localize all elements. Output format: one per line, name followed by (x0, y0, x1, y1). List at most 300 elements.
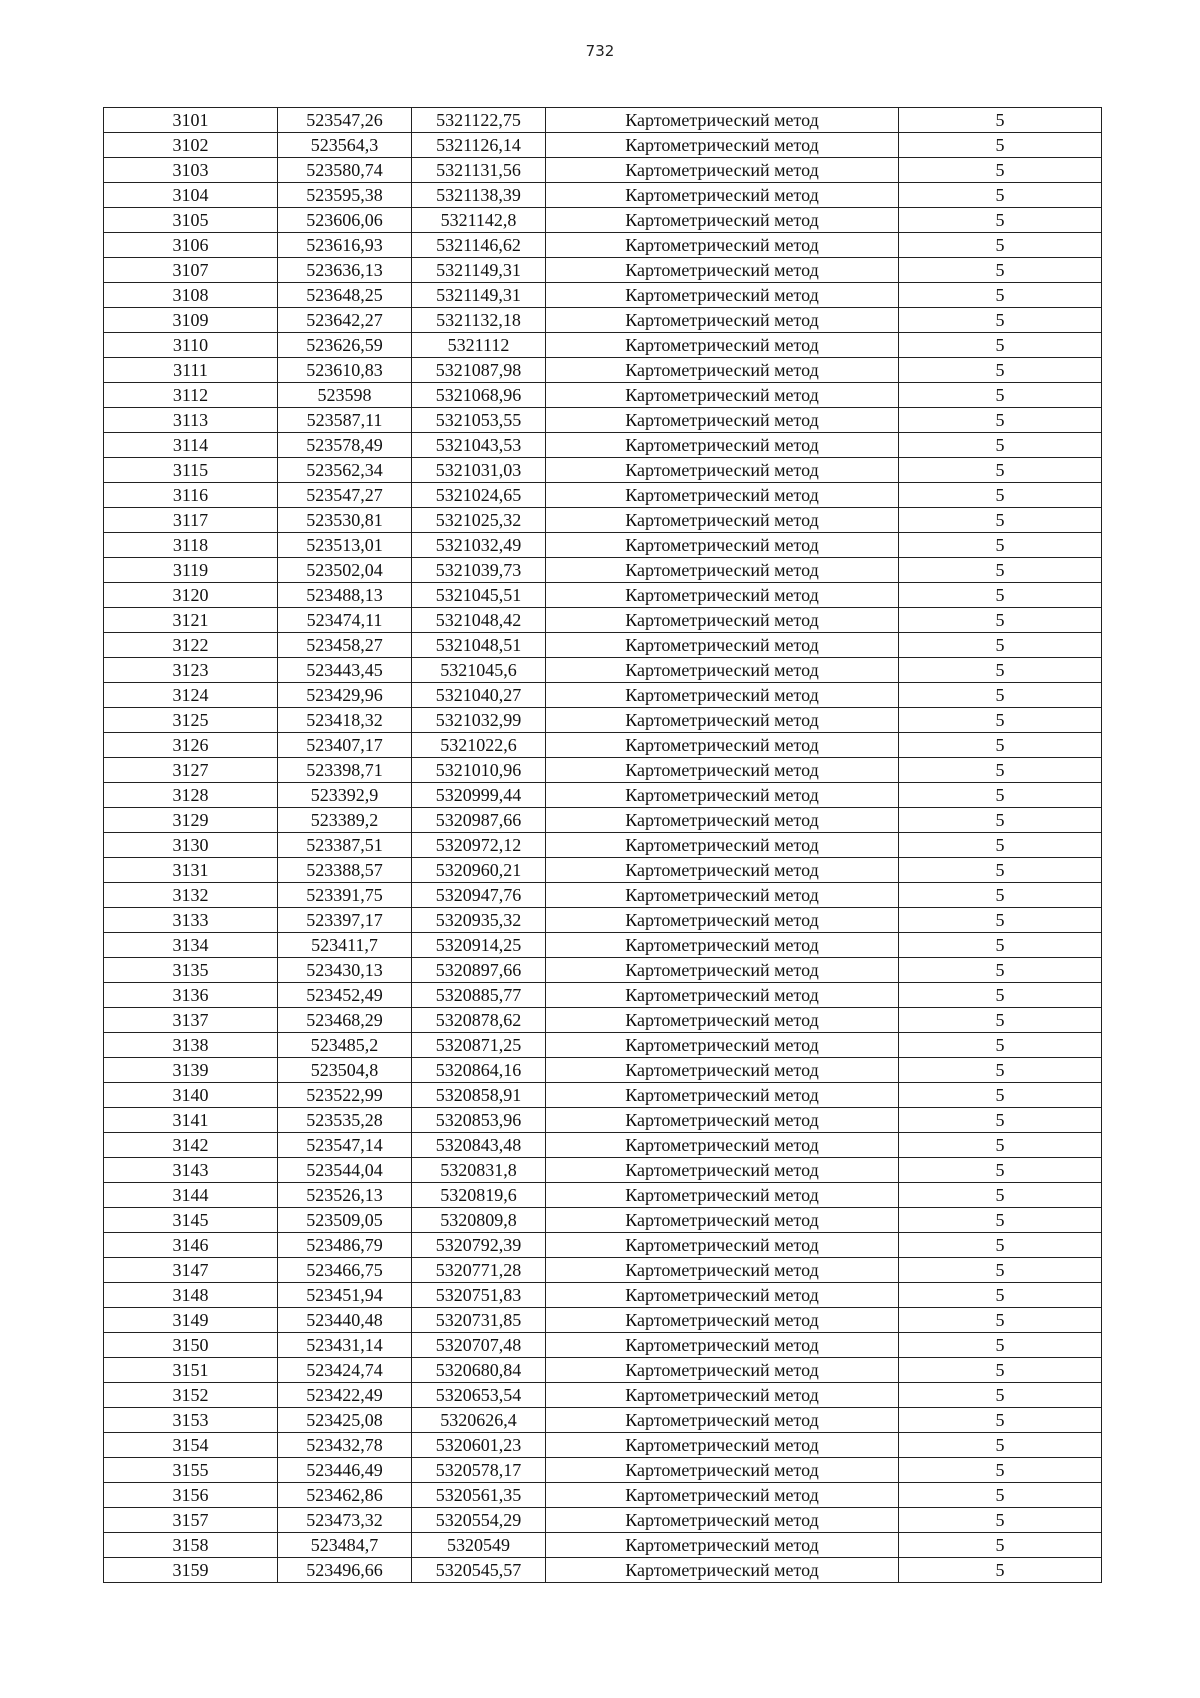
y-coordinate-cell: 5320987,66 (412, 808, 546, 833)
y-coordinate-cell: 5320809,8 (412, 1208, 546, 1233)
accuracy-cell: 5 (899, 958, 1102, 983)
point-number-cell: 3114 (104, 433, 278, 458)
y-coordinate-cell: 5321149,31 (412, 258, 546, 283)
method-cell: Картометрический метод (546, 1133, 899, 1158)
x-coordinate-cell: 523513,01 (278, 533, 412, 558)
coordinates-table-body (104, 108, 1102, 1583)
y-coordinate-cell: 5320549 (412, 1533, 546, 1558)
method-cell: Картометрический метод (546, 208, 899, 233)
y-coordinate-cell: 5320885,77 (412, 983, 546, 1008)
point-number-cell: 3103 (104, 158, 278, 183)
x-coordinate-cell: 523544,04 (278, 1158, 412, 1183)
point-number-cell: 3101 (104, 108, 278, 133)
point-number-cell: 3139 (104, 1058, 278, 1083)
table-row (104, 158, 1102, 183)
table-row (104, 258, 1102, 283)
x-coordinate-cell: 523626,59 (278, 333, 412, 358)
y-coordinate-cell: 5320914,25 (412, 933, 546, 958)
x-coordinate-cell: 523418,32 (278, 708, 412, 733)
y-coordinate-cell: 5320831,8 (412, 1158, 546, 1183)
method-cell: Картометрический метод (546, 433, 899, 458)
y-coordinate-cell: 5321112 (412, 333, 546, 358)
table-row (104, 633, 1102, 658)
table-row (104, 133, 1102, 158)
point-number-cell: 3129 (104, 808, 278, 833)
method-cell: Картометрический метод (546, 1208, 899, 1233)
y-coordinate-cell: 5321048,42 (412, 608, 546, 633)
x-coordinate-cell: 523466,75 (278, 1258, 412, 1283)
y-coordinate-cell: 5321142,8 (412, 208, 546, 233)
accuracy-cell: 5 (899, 158, 1102, 183)
x-coordinate-cell: 523451,94 (278, 1283, 412, 1308)
accuracy-cell: 5 (899, 883, 1102, 908)
method-cell: Картометрический метод (546, 1533, 899, 1558)
point-number-cell: 3117 (104, 508, 278, 533)
accuracy-cell: 5 (899, 933, 1102, 958)
method-cell: Картометрический метод (546, 733, 899, 758)
method-cell: Картометрический метод (546, 783, 899, 808)
table-row (104, 383, 1102, 408)
accuracy-cell: 5 (899, 408, 1102, 433)
point-number-cell: 3155 (104, 1458, 278, 1483)
method-cell: Картометрический метод (546, 608, 899, 633)
accuracy-cell: 5 (899, 108, 1102, 133)
table-row (104, 233, 1102, 258)
accuracy-cell: 5 (899, 333, 1102, 358)
method-cell: Картометрический метод (546, 458, 899, 483)
accuracy-cell: 5 (899, 583, 1102, 608)
table-row (104, 808, 1102, 833)
y-coordinate-cell: 5321043,53 (412, 433, 546, 458)
y-coordinate-cell: 5321126,14 (412, 133, 546, 158)
method-cell: Картометрический метод (546, 308, 899, 333)
x-coordinate-cell: 523425,08 (278, 1408, 412, 1433)
point-number-cell: 3143 (104, 1158, 278, 1183)
table-row (104, 1458, 1102, 1483)
x-coordinate-cell: 523616,93 (278, 233, 412, 258)
table-row (104, 708, 1102, 733)
x-coordinate-cell: 523522,99 (278, 1083, 412, 1108)
table-row (104, 1383, 1102, 1408)
accuracy-cell: 5 (899, 1433, 1102, 1458)
method-cell: Картометрический метод (546, 958, 899, 983)
point-number-cell: 3137 (104, 1008, 278, 1033)
point-number-cell: 3111 (104, 358, 278, 383)
method-cell: Картометрический метод (546, 708, 899, 733)
accuracy-cell: 5 (899, 683, 1102, 708)
accuracy-cell: 5 (899, 358, 1102, 383)
table-row (104, 1133, 1102, 1158)
point-number-cell: 3127 (104, 758, 278, 783)
accuracy-cell: 5 (899, 1108, 1102, 1133)
y-coordinate-cell: 5321039,73 (412, 558, 546, 583)
table-row (104, 1358, 1102, 1383)
accuracy-cell: 5 (899, 1008, 1102, 1033)
method-cell: Картометрический метод (546, 1458, 899, 1483)
accuracy-cell: 5 (899, 1058, 1102, 1083)
table-row (104, 1283, 1102, 1308)
accuracy-cell: 5 (899, 858, 1102, 883)
table-row (104, 1433, 1102, 1458)
accuracy-cell: 5 (899, 658, 1102, 683)
table-row (104, 958, 1102, 983)
point-number-cell: 3140 (104, 1083, 278, 1108)
point-number-cell: 3106 (104, 233, 278, 258)
x-coordinate-cell: 523387,51 (278, 833, 412, 858)
x-coordinate-cell: 523468,29 (278, 1008, 412, 1033)
method-cell: Картометрический метод (546, 658, 899, 683)
accuracy-cell: 5 (899, 1158, 1102, 1183)
point-number-cell: 3121 (104, 608, 278, 633)
x-coordinate-cell: 523397,17 (278, 908, 412, 933)
page-number: 732 (585, 42, 615, 60)
method-cell: Картометрический метод (546, 683, 899, 708)
accuracy-cell: 5 (899, 708, 1102, 733)
accuracy-cell: 5 (899, 458, 1102, 483)
point-number-cell: 3118 (104, 533, 278, 558)
point-number-cell: 3158 (104, 1533, 278, 1558)
accuracy-cell: 5 (899, 308, 1102, 333)
accuracy-cell: 5 (899, 733, 1102, 758)
point-number-cell: 3144 (104, 1183, 278, 1208)
accuracy-cell: 5 (899, 808, 1102, 833)
point-number-cell: 3109 (104, 308, 278, 333)
y-coordinate-cell: 5320601,23 (412, 1433, 546, 1458)
y-coordinate-cell: 5320871,25 (412, 1033, 546, 1058)
table-row (104, 908, 1102, 933)
accuracy-cell: 5 (899, 508, 1102, 533)
table-row (104, 533, 1102, 558)
table-row (104, 1508, 1102, 1533)
y-coordinate-cell: 5321068,96 (412, 383, 546, 408)
accuracy-cell: 5 (899, 233, 1102, 258)
y-coordinate-cell: 5321022,6 (412, 733, 546, 758)
method-cell: Картометрический метод (546, 1033, 899, 1058)
x-coordinate-cell: 523610,83 (278, 358, 412, 383)
point-number-cell: 3107 (104, 258, 278, 283)
method-cell: Картометрический метод (546, 1058, 899, 1083)
point-number-cell: 3148 (104, 1283, 278, 1308)
accuracy-cell: 5 (899, 558, 1102, 583)
x-coordinate-cell: 523504,8 (278, 1058, 412, 1083)
method-cell: Картометрический метод (546, 383, 899, 408)
method-cell: Картометрический метод (546, 358, 899, 383)
accuracy-cell: 5 (899, 1358, 1102, 1383)
method-cell: Картометрический метод (546, 883, 899, 908)
table-row (104, 1183, 1102, 1208)
y-coordinate-cell: 5321045,51 (412, 583, 546, 608)
y-coordinate-cell: 5320554,29 (412, 1508, 546, 1533)
accuracy-cell: 5 (899, 1033, 1102, 1058)
method-cell: Картометрический метод (546, 1358, 899, 1383)
method-cell: Картометрический метод (546, 1333, 899, 1358)
accuracy-cell: 5 (899, 433, 1102, 458)
method-cell: Картометрический метод (546, 758, 899, 783)
accuracy-cell: 5 (899, 1483, 1102, 1508)
method-cell: Картометрический метод (546, 283, 899, 308)
x-coordinate-cell: 523530,81 (278, 508, 412, 533)
point-number-cell: 3105 (104, 208, 278, 233)
method-cell: Картометрический метод (546, 933, 899, 958)
method-cell: Картометрический метод (546, 108, 899, 133)
y-coordinate-cell: 5320960,21 (412, 858, 546, 883)
table-row (104, 1558, 1102, 1583)
accuracy-cell: 5 (899, 1533, 1102, 1558)
point-number-cell: 3108 (104, 283, 278, 308)
x-coordinate-cell: 523547,14 (278, 1133, 412, 1158)
accuracy-cell: 5 (899, 783, 1102, 808)
point-number-cell: 3157 (104, 1508, 278, 1533)
table-row (104, 1108, 1102, 1133)
method-cell: Картометрический метод (546, 983, 899, 1008)
point-number-cell: 3154 (104, 1433, 278, 1458)
method-cell: Картометрический метод (546, 1258, 899, 1283)
method-cell: Картометрический метод (546, 508, 899, 533)
method-cell: Картометрический метод (546, 858, 899, 883)
x-coordinate-cell: 523598 (278, 383, 412, 408)
table-row (104, 1208, 1102, 1233)
method-cell: Картометрический метод (546, 583, 899, 608)
y-coordinate-cell: 5320731,85 (412, 1308, 546, 1333)
point-number-cell: 3159 (104, 1558, 278, 1583)
table-row (104, 508, 1102, 533)
y-coordinate-cell: 5320578,17 (412, 1458, 546, 1483)
y-coordinate-cell: 5321149,31 (412, 283, 546, 308)
point-number-cell: 3130 (104, 833, 278, 858)
table-row (104, 283, 1102, 308)
y-coordinate-cell: 5321131,56 (412, 158, 546, 183)
x-coordinate-cell: 523411,7 (278, 933, 412, 958)
y-coordinate-cell: 5320999,44 (412, 783, 546, 808)
table-row (104, 1233, 1102, 1258)
y-coordinate-cell: 5320935,32 (412, 908, 546, 933)
method-cell: Картометрический метод (546, 333, 899, 358)
table-row (104, 1083, 1102, 1108)
x-coordinate-cell: 523595,38 (278, 183, 412, 208)
method-cell: Картометрический метод (546, 1483, 899, 1508)
method-cell: Картометрический метод (546, 1158, 899, 1183)
table-row (104, 608, 1102, 633)
x-coordinate-cell: 523422,49 (278, 1383, 412, 1408)
point-number-cell: 3151 (104, 1358, 278, 1383)
y-coordinate-cell: 5321138,39 (412, 183, 546, 208)
accuracy-cell: 5 (899, 1333, 1102, 1358)
x-coordinate-cell: 523458,27 (278, 633, 412, 658)
method-cell: Картометрический метод (546, 408, 899, 433)
point-number-cell: 3133 (104, 908, 278, 933)
point-number-cell: 3135 (104, 958, 278, 983)
y-coordinate-cell: 5321010,96 (412, 758, 546, 783)
accuracy-cell: 5 (899, 1133, 1102, 1158)
x-coordinate-cell: 523388,57 (278, 858, 412, 883)
table-row (104, 1533, 1102, 1558)
point-number-cell: 3132 (104, 883, 278, 908)
y-coordinate-cell: 5320864,16 (412, 1058, 546, 1083)
accuracy-cell: 5 (899, 258, 1102, 283)
table-row (104, 1408, 1102, 1433)
table-row (104, 208, 1102, 233)
method-cell: Картометрический метод (546, 1408, 899, 1433)
point-number-cell: 3142 (104, 1133, 278, 1158)
method-cell: Картометрический метод (546, 1283, 899, 1308)
accuracy-cell: 5 (899, 908, 1102, 933)
y-coordinate-cell: 5320972,12 (412, 833, 546, 858)
point-number-cell: 3113 (104, 408, 278, 433)
x-coordinate-cell: 523535,28 (278, 1108, 412, 1133)
point-number-cell: 3116 (104, 483, 278, 508)
table-row (104, 358, 1102, 383)
x-coordinate-cell: 523486,79 (278, 1233, 412, 1258)
point-number-cell: 3110 (104, 333, 278, 358)
table-row (104, 183, 1102, 208)
y-coordinate-cell: 5320680,84 (412, 1358, 546, 1383)
x-coordinate-cell: 523473,32 (278, 1508, 412, 1533)
table-row (104, 1058, 1102, 1083)
x-coordinate-cell: 523636,13 (278, 258, 412, 283)
method-cell: Картометрический метод (546, 1433, 899, 1458)
y-coordinate-cell: 5321132,18 (412, 308, 546, 333)
table-row (104, 1483, 1102, 1508)
x-coordinate-cell: 523484,7 (278, 1533, 412, 1558)
y-coordinate-cell: 5320561,35 (412, 1483, 546, 1508)
point-number-cell: 3138 (104, 1033, 278, 1058)
point-number-cell: 3126 (104, 733, 278, 758)
table-row (104, 1258, 1102, 1283)
point-number-cell: 3125 (104, 708, 278, 733)
method-cell: Картометрический метод (546, 1233, 899, 1258)
point-number-cell: 3102 (104, 133, 278, 158)
y-coordinate-cell: 5320858,91 (412, 1083, 546, 1108)
point-number-cell: 3147 (104, 1258, 278, 1283)
table-row (104, 833, 1102, 858)
x-coordinate-cell: 523392,9 (278, 783, 412, 808)
point-number-cell: 3122 (104, 633, 278, 658)
y-coordinate-cell: 5321025,32 (412, 508, 546, 533)
y-coordinate-cell: 5321146,62 (412, 233, 546, 258)
y-coordinate-cell: 5320771,28 (412, 1258, 546, 1283)
accuracy-cell: 5 (899, 208, 1102, 233)
accuracy-cell: 5 (899, 758, 1102, 783)
x-coordinate-cell: 523446,49 (278, 1458, 412, 1483)
x-coordinate-cell: 523432,78 (278, 1433, 412, 1458)
x-coordinate-cell: 523431,14 (278, 1333, 412, 1358)
accuracy-cell: 5 (899, 983, 1102, 1008)
y-coordinate-cell: 5320545,57 (412, 1558, 546, 1583)
table-row (104, 308, 1102, 333)
table-row (104, 1333, 1102, 1358)
method-cell: Картометрический метод (546, 1383, 899, 1408)
table-row (104, 933, 1102, 958)
y-coordinate-cell: 5320843,48 (412, 1133, 546, 1158)
accuracy-cell: 5 (899, 633, 1102, 658)
x-coordinate-cell: 523389,2 (278, 808, 412, 833)
x-coordinate-cell: 523496,66 (278, 1558, 412, 1583)
x-coordinate-cell: 523587,11 (278, 408, 412, 433)
point-number-cell: 3131 (104, 858, 278, 883)
y-coordinate-cell: 5321032,99 (412, 708, 546, 733)
point-number-cell: 3120 (104, 583, 278, 608)
x-coordinate-cell: 523430,13 (278, 958, 412, 983)
accuracy-cell: 5 (899, 533, 1102, 558)
table-row (104, 683, 1102, 708)
method-cell: Картометрический метод (546, 183, 899, 208)
accuracy-cell: 5 (899, 1233, 1102, 1258)
accuracy-cell: 5 (899, 1558, 1102, 1583)
accuracy-cell: 5 (899, 183, 1102, 208)
table-row (104, 583, 1102, 608)
y-coordinate-cell: 5320878,62 (412, 1008, 546, 1033)
table-row (104, 483, 1102, 508)
point-number-cell: 3145 (104, 1208, 278, 1233)
method-cell: Картометрический метод (546, 833, 899, 858)
x-coordinate-cell: 523580,74 (278, 158, 412, 183)
method-cell: Картометрический метод (546, 1008, 899, 1033)
x-coordinate-cell: 523440,48 (278, 1308, 412, 1333)
x-coordinate-cell: 523578,49 (278, 433, 412, 458)
x-coordinate-cell: 523606,06 (278, 208, 412, 233)
x-coordinate-cell: 523547,27 (278, 483, 412, 508)
accuracy-cell: 5 (899, 608, 1102, 633)
method-cell: Картометрический метод (546, 808, 899, 833)
x-coordinate-cell: 523648,25 (278, 283, 412, 308)
method-cell: Картометрический метод (546, 1108, 899, 1133)
accuracy-cell: 5 (899, 483, 1102, 508)
point-number-cell: 3119 (104, 558, 278, 583)
table-row (104, 108, 1102, 133)
point-number-cell: 3123 (104, 658, 278, 683)
table-row (104, 783, 1102, 808)
method-cell: Картометрический метод (546, 1308, 899, 1333)
table-row (104, 1008, 1102, 1033)
x-coordinate-cell: 523407,17 (278, 733, 412, 758)
point-number-cell: 3136 (104, 983, 278, 1008)
point-number-cell: 3134 (104, 933, 278, 958)
point-number-cell: 3128 (104, 783, 278, 808)
coordinates-table (103, 107, 1102, 1583)
method-cell: Картометрический метод (546, 908, 899, 933)
table-row (104, 858, 1102, 883)
point-number-cell: 3156 (104, 1483, 278, 1508)
y-coordinate-cell: 5320626,4 (412, 1408, 546, 1433)
accuracy-cell: 5 (899, 1208, 1102, 1233)
table-row (104, 333, 1102, 358)
y-coordinate-cell: 5321122,75 (412, 108, 546, 133)
x-coordinate-cell: 523526,13 (278, 1183, 412, 1208)
method-cell: Картометрический метод (546, 1083, 899, 1108)
y-coordinate-cell: 5321053,55 (412, 408, 546, 433)
accuracy-cell: 5 (899, 383, 1102, 408)
point-number-cell: 3150 (104, 1333, 278, 1358)
y-coordinate-cell: 5320819,6 (412, 1183, 546, 1208)
accuracy-cell: 5 (899, 1383, 1102, 1408)
table-row (104, 433, 1102, 458)
method-cell: Картометрический метод (546, 1508, 899, 1533)
table-row (104, 458, 1102, 483)
accuracy-cell: 5 (899, 1458, 1102, 1483)
point-number-cell: 3141 (104, 1108, 278, 1133)
method-cell: Картометрический метод (546, 558, 899, 583)
point-number-cell: 3146 (104, 1233, 278, 1258)
x-coordinate-cell: 523562,34 (278, 458, 412, 483)
point-number-cell: 3104 (104, 183, 278, 208)
method-cell: Картометрический метод (546, 133, 899, 158)
y-coordinate-cell: 5321087,98 (412, 358, 546, 383)
x-coordinate-cell: 523398,71 (278, 758, 412, 783)
accuracy-cell: 5 (899, 133, 1102, 158)
y-coordinate-cell: 5320707,48 (412, 1333, 546, 1358)
accuracy-cell: 5 (899, 833, 1102, 858)
table-row (104, 658, 1102, 683)
